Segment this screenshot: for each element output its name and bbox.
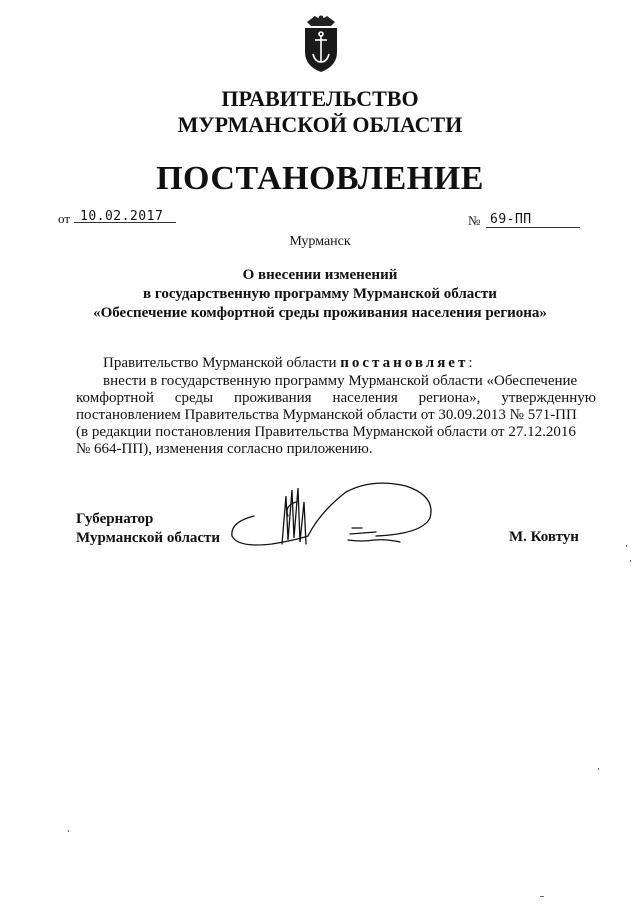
signatory-title-line1: Губернатор bbox=[76, 511, 154, 527]
decree-keyword: постановляет bbox=[340, 355, 469, 371]
body-line5: № 664-ПП), изменения согласно приложению. bbox=[76, 441, 373, 457]
handwritten-signature-icon bbox=[226, 482, 438, 552]
city-name: Мурманск bbox=[289, 234, 351, 249]
organization-name-line1: ПРАВИТЕЛЬСТВО bbox=[221, 86, 419, 111]
scan-speck bbox=[540, 896, 544, 897]
subject-line2: в государственную программу Мурманской области bbox=[143, 286, 497, 302]
body-line3: постановлением Правительства Мурманской области от 30.09.2013 № 571-ПП bbox=[76, 407, 577, 423]
signatory-title-line2: Мурманской области bbox=[76, 530, 221, 546]
scan-speck bbox=[626, 545, 627, 547]
subject-line3: «Обеспечение комфортной среды проживания населения региона» bbox=[93, 305, 547, 321]
coat-of-arms-icon bbox=[301, 12, 341, 74]
decree-intro-text: Правительство Мурманской области bbox=[103, 355, 337, 371]
number-underline bbox=[486, 227, 580, 228]
body-line2-word: утвержденную bbox=[501, 390, 596, 406]
scan-speck bbox=[630, 560, 631, 562]
document-date: 10.02.2017 bbox=[80, 209, 164, 224]
document-number: 69-ПП bbox=[490, 212, 532, 227]
scan-speck bbox=[598, 768, 599, 770]
body-line2-word: комфортной bbox=[76, 390, 154, 406]
subject-line1: О внесении изменений bbox=[242, 267, 398, 283]
document-type-title: ПОСТАНОВЛЕНИЕ bbox=[156, 160, 484, 197]
scan-speck bbox=[68, 830, 69, 832]
body-line1: внести в государственную программу Мурманской области «Обеспечение bbox=[103, 373, 578, 389]
number-prefix: № bbox=[468, 213, 481, 228]
body-line2-word: проживания bbox=[234, 390, 312, 406]
organization-name-line2: МУРМАНСКОЙ ОБЛАСТИ bbox=[177, 112, 463, 137]
signatory-name: М. Ковтун bbox=[509, 529, 579, 545]
decree-intro bbox=[103, 355, 623, 372]
body-line2 bbox=[76, 390, 596, 407]
body-line2-word: региона», bbox=[418, 390, 481, 406]
body-line4: (в редакции постановления Правительства Мурманской области от 27.12.2016 bbox=[76, 424, 576, 440]
body-line2-word: населения bbox=[332, 390, 398, 406]
date-prefix: от bbox=[58, 211, 71, 226]
body-line2-word: среды bbox=[174, 390, 214, 406]
decree-colon: : bbox=[468, 355, 473, 371]
